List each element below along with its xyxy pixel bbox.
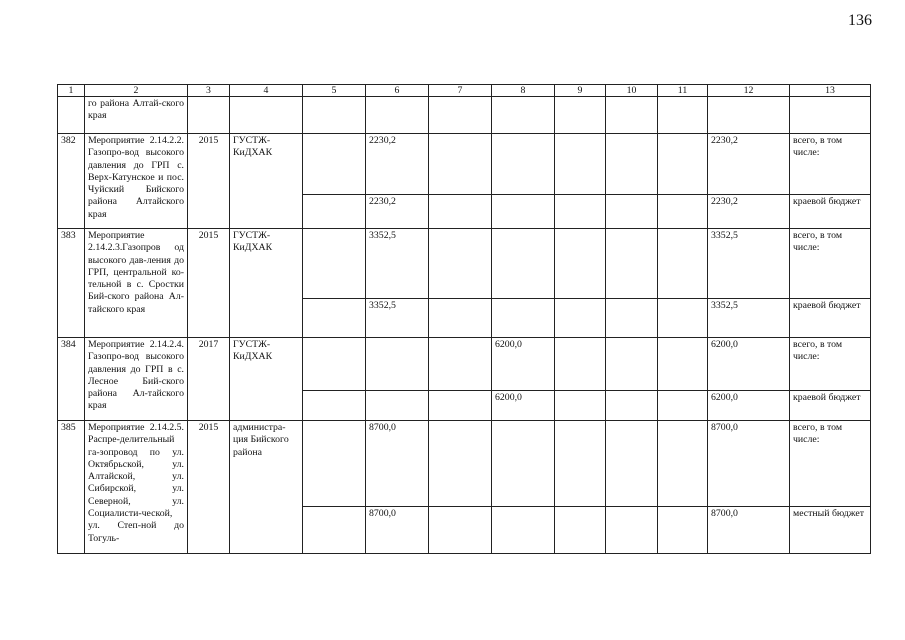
amount-col6: 3352,5 xyxy=(366,229,429,299)
column-header: 12 xyxy=(708,85,790,97)
column-header: 2 xyxy=(85,85,188,97)
funding-source: краевой бюджет xyxy=(790,391,871,421)
cell xyxy=(429,134,492,195)
measure-name: Мероприятие 2.14.2.5. Распре-делительный га-зопровод по ул. Октябрьской, ул. Алтайской, ул. Сибирской, ул. Северной, ул. Социалисти-ческой, ул. Степ-ной до Тогуль- xyxy=(85,421,188,554)
cell xyxy=(303,229,366,299)
column-header: 6 xyxy=(366,85,429,97)
cell xyxy=(303,338,366,391)
cell xyxy=(555,299,606,338)
column-header: 5 xyxy=(303,85,366,97)
amount-total: 3352,5 xyxy=(708,299,790,338)
cell xyxy=(188,97,230,134)
amount-total: 2230,2 xyxy=(708,134,790,195)
amount-col8 xyxy=(492,229,555,299)
cell xyxy=(708,97,790,134)
cell xyxy=(555,506,606,553)
cell xyxy=(58,97,85,134)
amount-total: 2230,2 xyxy=(708,195,790,229)
column-header: 10 xyxy=(606,85,658,97)
row-number: 382 xyxy=(58,134,85,229)
amount-col6: 8700,0 xyxy=(366,506,429,553)
cell xyxy=(790,97,871,134)
cell xyxy=(303,97,366,134)
row-number: 385 xyxy=(58,421,85,554)
cell xyxy=(606,506,658,553)
amount-col6 xyxy=(366,338,429,391)
cell xyxy=(606,391,658,421)
cell xyxy=(303,506,366,553)
funding-source: всего, в том числе: xyxy=(790,421,871,507)
funding-source: всего, в том числе: xyxy=(790,338,871,391)
cell xyxy=(658,391,708,421)
amount-col6: 2230,2 xyxy=(366,134,429,195)
funding-source: краевой бюджет xyxy=(790,299,871,338)
amount-col6 xyxy=(366,391,429,421)
table-row xyxy=(58,229,871,299)
page-number: 136 xyxy=(848,12,872,29)
cell xyxy=(429,229,492,299)
amount-total: 8700,0 xyxy=(708,421,790,507)
cell xyxy=(429,506,492,553)
cell xyxy=(429,299,492,338)
funding-source: местный бюджет xyxy=(790,506,871,553)
cell xyxy=(555,195,606,229)
amount-col8 xyxy=(492,421,555,507)
table-row xyxy=(58,421,871,507)
measure-name: Мероприятие 2.14.2.3.Газопров од высокого дав-ления до ГРП, центральной ко-тельной в с. Сростки Бий-ского района Ал-тайского края xyxy=(85,229,188,338)
year: 2015 xyxy=(188,229,230,338)
cell xyxy=(303,299,366,338)
measure-name: Мероприятие 2.14.2.2. Газопро-вод высокого давления до ГРП с. Верх-Катунское и пос. Чуйский Бийского района Алтайского края xyxy=(85,134,188,229)
cell xyxy=(555,229,606,299)
column-header: 11 xyxy=(658,85,708,97)
funding-source: всего, в том числе: xyxy=(790,134,871,195)
cell xyxy=(429,97,492,134)
amount-col6: 8700,0 xyxy=(366,421,429,507)
year: 2015 xyxy=(188,134,230,229)
executor: администра-ция Бийского района xyxy=(230,421,303,554)
column-header: 4 xyxy=(230,85,303,97)
executor: ГУСТЖ-КиДХАК xyxy=(230,338,303,421)
amount-total: 6200,0 xyxy=(708,338,790,391)
row-number: 383 xyxy=(58,229,85,338)
cell xyxy=(492,97,555,134)
amount-total: 6200,0 xyxy=(708,391,790,421)
measure-name-continued: го района Алтай-ского края xyxy=(85,97,188,134)
cell xyxy=(429,421,492,507)
cell xyxy=(366,97,429,134)
table-row xyxy=(58,338,871,391)
cell xyxy=(658,229,708,299)
cell xyxy=(555,134,606,195)
cell xyxy=(658,195,708,229)
funding-source: всего, в том числе: xyxy=(790,229,871,299)
cell xyxy=(658,97,708,134)
measure-name: Мероприятие 2.14.2.4. Газопро-вод высокого давления до ГРП в с. Лесное Бий-ского района Ал-тайского края xyxy=(85,338,188,421)
table-row xyxy=(58,134,871,195)
cell xyxy=(230,97,303,134)
amount-col8: 6200,0 xyxy=(492,338,555,391)
funding-source: краевой бюджет xyxy=(790,195,871,229)
continuation-row xyxy=(58,97,871,134)
column-header: 9 xyxy=(555,85,606,97)
year: 2015 xyxy=(188,421,230,554)
amount-total: 8700,0 xyxy=(708,506,790,553)
column-header: 13 xyxy=(790,85,871,97)
cell xyxy=(303,391,366,421)
cell xyxy=(606,134,658,195)
amount-col8 xyxy=(492,506,555,553)
row-number: 384 xyxy=(58,338,85,421)
year: 2017 xyxy=(188,338,230,421)
cell xyxy=(606,338,658,391)
cell xyxy=(555,391,606,421)
cell xyxy=(555,421,606,507)
executor: ГУСТЖ-КиДХАК xyxy=(230,229,303,338)
amount-col6: 3352,5 xyxy=(366,299,429,338)
cell xyxy=(429,391,492,421)
cell xyxy=(658,134,708,195)
cell xyxy=(606,421,658,507)
cell xyxy=(303,134,366,195)
amount-col8 xyxy=(492,299,555,338)
column-header: 7 xyxy=(429,85,492,97)
cell xyxy=(658,421,708,507)
amount-col8 xyxy=(492,195,555,229)
column-header: 1 xyxy=(58,85,85,97)
cell xyxy=(606,97,658,134)
cell xyxy=(606,299,658,338)
budget-table xyxy=(57,84,871,554)
column-number-header-row xyxy=(58,85,871,97)
cell xyxy=(658,299,708,338)
cell xyxy=(606,195,658,229)
executor: ГУСТЖ-КиДХАК xyxy=(230,134,303,229)
amount-total: 3352,5 xyxy=(708,229,790,299)
amount-col8 xyxy=(492,134,555,195)
cell xyxy=(303,421,366,507)
cell xyxy=(658,506,708,553)
cell xyxy=(658,338,708,391)
amount-col6: 2230,2 xyxy=(366,195,429,229)
cell xyxy=(555,338,606,391)
cell xyxy=(303,195,366,229)
cell xyxy=(606,229,658,299)
cell xyxy=(429,195,492,229)
amount-col8: 6200,0 xyxy=(492,391,555,421)
cell xyxy=(555,97,606,134)
column-header: 8 xyxy=(492,85,555,97)
column-header: 3 xyxy=(188,85,230,97)
cell xyxy=(429,338,492,391)
